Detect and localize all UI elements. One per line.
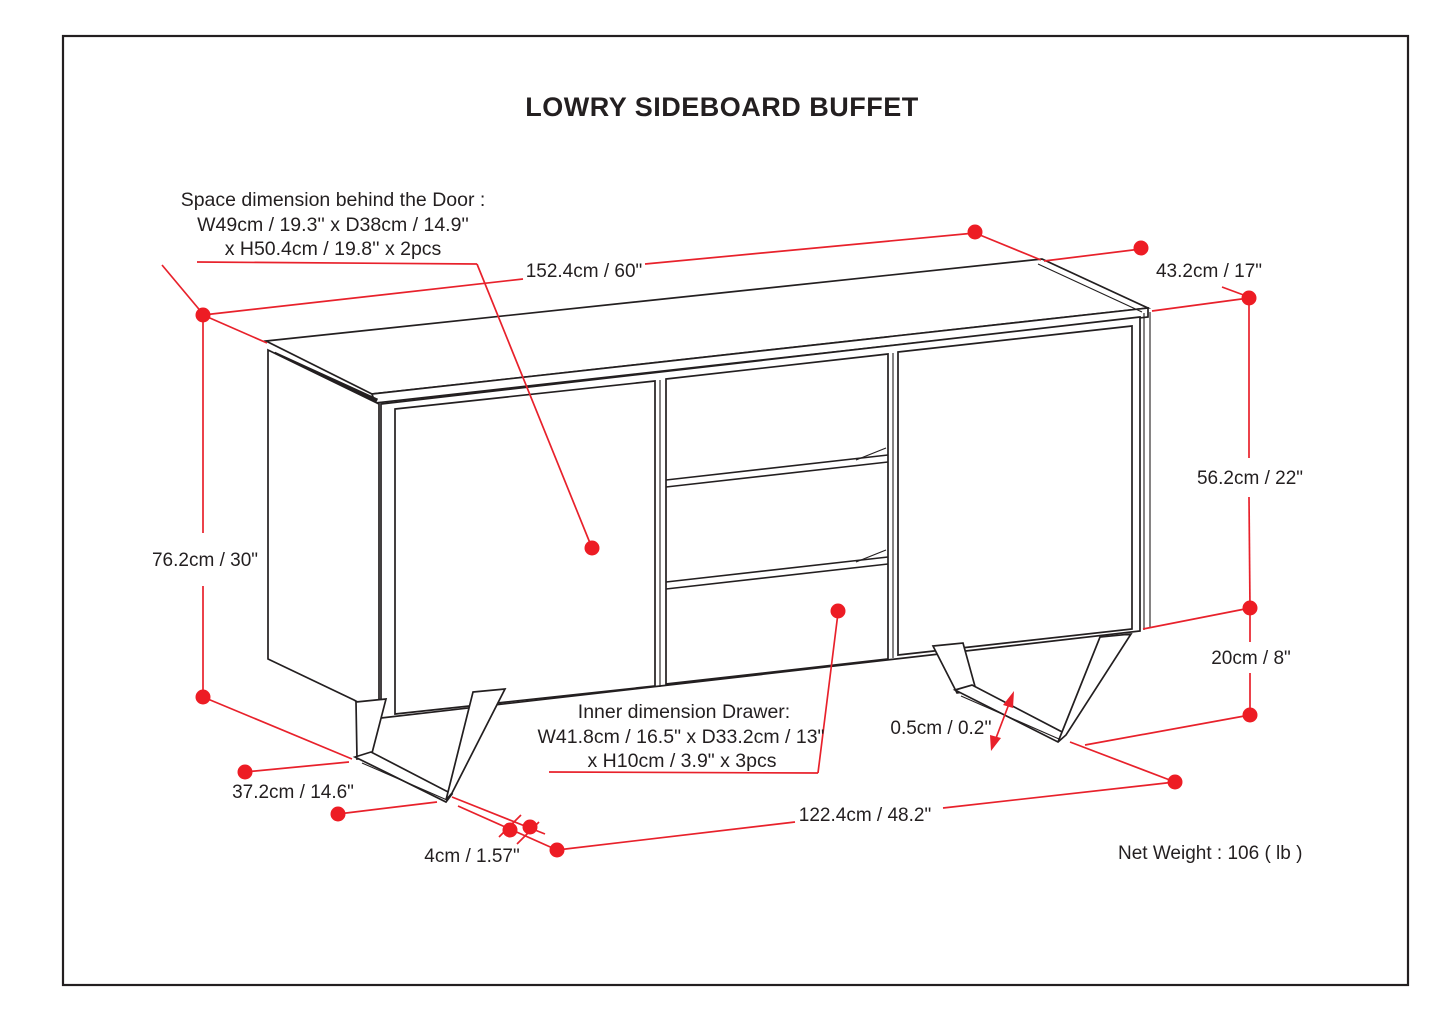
overall-depth-label: 43.2cm / 17" (1155, 261, 1263, 282)
drawer-inner-note-line2: W41.8cm / 16.5" x D33.2cm / 13" (537, 726, 825, 748)
door-space-note (181, 189, 486, 260)
drawer-inner-note-line3: x H10cm / 3.9" x 3pcs (587, 750, 777, 772)
dimension-point (1168, 775, 1183, 790)
door-note-connector (162, 265, 203, 314)
leg-depth-leader-back (245, 762, 349, 772)
width-leader-left (203, 315, 267, 343)
leg-span-label: 122.4cm / 48.2" (798, 805, 932, 826)
net-weight-label: Net Weight : 106 ( lb ) (1118, 843, 1303, 864)
drawer-note-underline (549, 772, 818, 773)
dimension-point (523, 820, 538, 835)
dimension-point (1134, 241, 1149, 256)
dimension-point (503, 823, 518, 838)
leg-depth-leader-front (338, 802, 437, 814)
page-title: LOWRY SIDEBOARD BUFFET (525, 92, 919, 122)
dimension-point (331, 807, 346, 822)
door-space-note-line3: x H50.4cm / 19.8'' x 2pcs (224, 238, 442, 260)
door-space-note-line1: Space dimension behind the Door : (180, 189, 486, 211)
left-door (395, 381, 655, 714)
dimension-point (550, 843, 565, 858)
depth-leader-corner (1152, 298, 1249, 311)
width-dim-right (645, 233, 975, 264)
leg-span-leader-right (1070, 742, 1175, 782)
left-leg-foot (355, 752, 452, 802)
floor-leader-left (203, 697, 352, 759)
foot-width-label: 4cm / 1.57" (424, 846, 520, 867)
door-space-point (585, 541, 600, 556)
right-door (898, 326, 1132, 655)
dimension-point (1242, 291, 1257, 306)
floor-leader-right (1085, 715, 1250, 745)
right-leg-front-blade (1058, 634, 1131, 742)
width-leader-right (975, 233, 1041, 260)
drawer-space-point (831, 604, 846, 619)
dimension-point (1243, 601, 1258, 616)
foot-thickness-arrow-up (1003, 691, 1014, 708)
cabinet-bottom-leader (1143, 608, 1250, 629)
cabinet-height-dim-lower (1249, 497, 1250, 608)
left-leg-back-blade (356, 699, 386, 759)
drawer-inner-note (538, 701, 825, 772)
overall-height-label: 76.2cm / 30" (151, 550, 259, 571)
foot-thickness-arrow-down (990, 735, 1001, 751)
width-dim-left (203, 279, 523, 315)
dimension-point (196, 308, 211, 323)
dimension-point (1243, 708, 1258, 723)
cabinet-height-label: 56.2cm / 22" (1196, 468, 1304, 489)
cabinet-side-panel (268, 350, 379, 714)
dimension-point (968, 225, 983, 240)
dimension-point (238, 765, 253, 780)
foot-thickness-label: 0.5cm / 0.2'' (890, 718, 992, 739)
leg-height-label: 20cm / 8" (1211, 648, 1291, 669)
door-note-underline (197, 262, 477, 264)
depth-leader-left (1044, 249, 1141, 261)
leg-depth-label: 37.2cm / 14.6" (232, 782, 354, 803)
door-space-note-line2: W49cm / 19.3'' x D38cm / 14.9'' (197, 214, 469, 236)
leg-span-dim-left (557, 822, 795, 850)
drawer-bank (666, 354, 888, 684)
leg-span-dim-right (943, 782, 1175, 808)
overall-width-label: 152.4cm / 60" (525, 261, 643, 282)
drawer-inner-note-line1: Inner dimension Drawer: (577, 701, 791, 723)
dimension-point (196, 690, 211, 705)
